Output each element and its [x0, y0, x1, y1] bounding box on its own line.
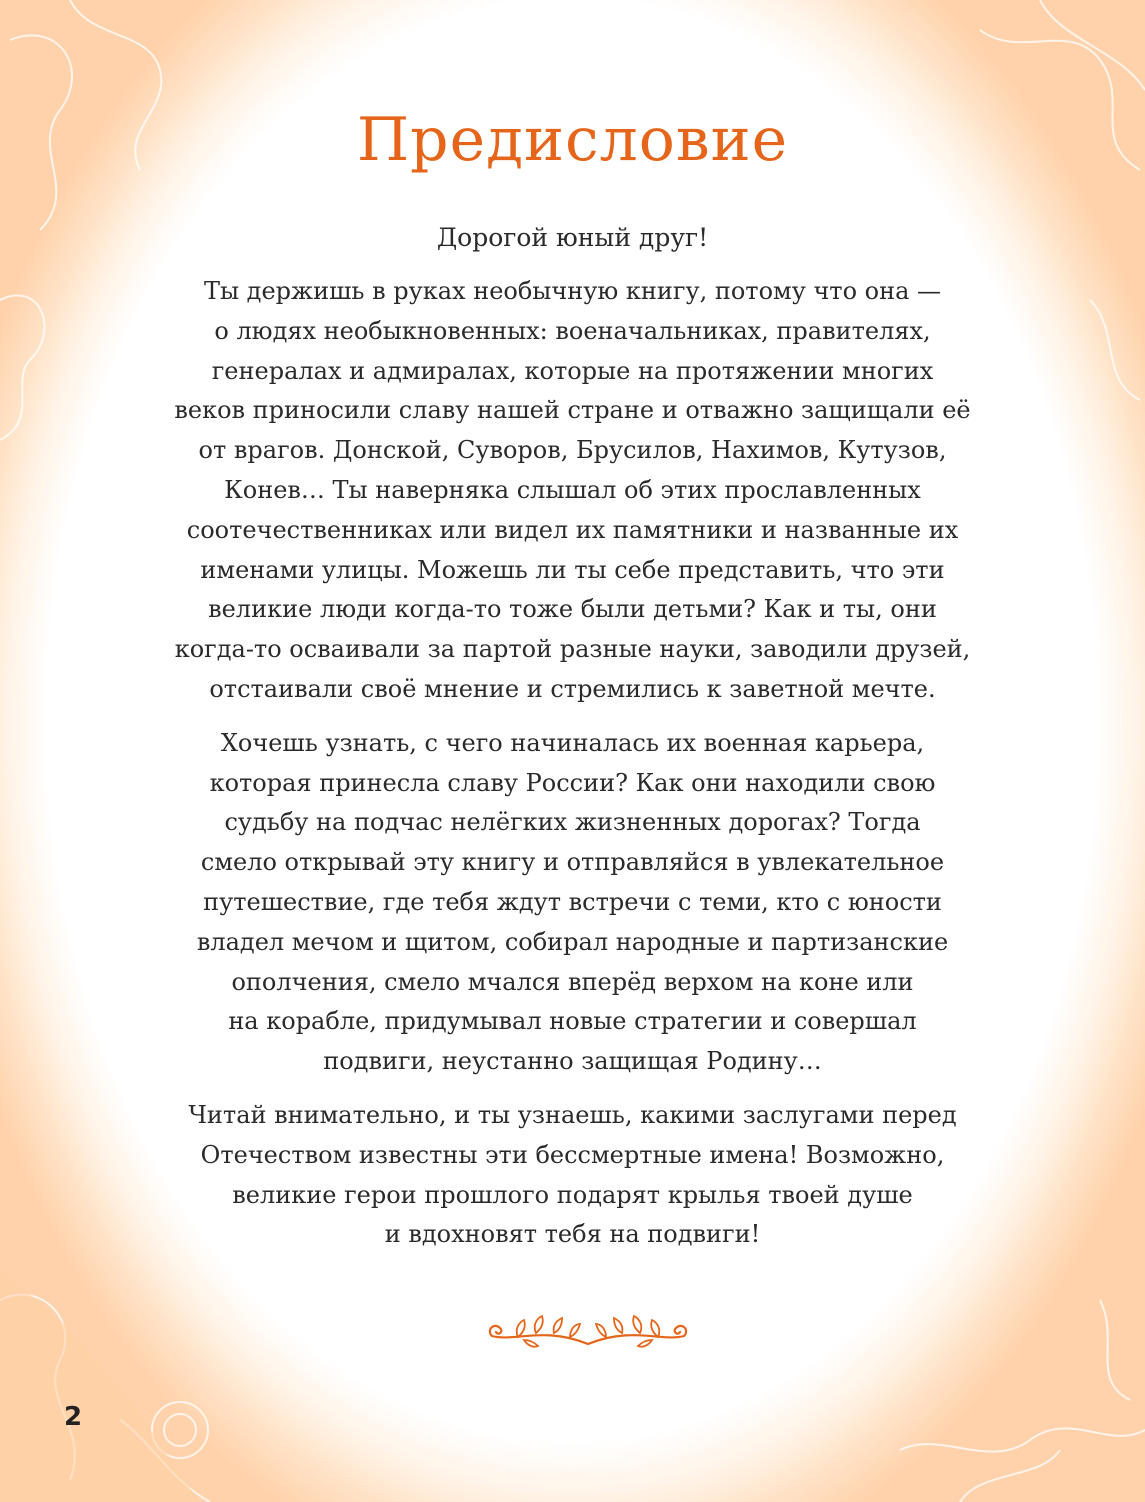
paragraph-2: Хочешь узнать, с чего начиналась их военная карьера, которая принесла славу России? Как они находили свою судьбу на подчас нелёгких жизненных дорогах? Тогда смело открывай эту книгу и отправляйся в увлекательное путешествие, где тебя ждут встречи с теми, кто с юности владел мечом и щитом, собирал народные и партизанские ополчения, смело мчался вперёд верхом на коне или на корабле, придумывал новые стратегии и совершал подвиги, неустанно защищая Родину… — [196, 728, 949, 1076]
preface-content — [110, 100, 1035, 1269]
page-number: 2 — [64, 1402, 83, 1432]
page-title: Предисловие — [356, 105, 789, 175]
paragraph-1: Ты держишь в руках необычную книгу, потому что она — о людях необыкновенных: военачальниках, правителях, генералах и адмиралах, которые на протяжении многих веков приносили славу нашей стране и отважно защищали её от врагов. Донской, Суворов, Брусилов, Нахимов, Кутузов, Конев… Ты наверняка слышал об этих прославленных соотечественниках или видел их памятники и названные их именами улицы. Можешь ли ты себе представить, что эти великие люди когда-то тоже были детьми? Как и ты, они когда-то осваивали за партой разные науки, заводили друзей, отстаивали своё мнение и стремились к заветной мечте. — [174, 277, 971, 703]
corner-shape — [0, 1270, 200, 1502]
greeting: Дорогой юный друг! — [436, 223, 709, 252]
vine-flourish-icon — [484, 1312, 692, 1354]
paragraph-3: Читай внимательно, и ты узнаешь, какими заслугами перед Отечеством известны эти бессмертные имена! Возможно, великие герои прошлого подарят крылья твоей душе и вдохновят тебя на подвиги! — [188, 1100, 957, 1249]
